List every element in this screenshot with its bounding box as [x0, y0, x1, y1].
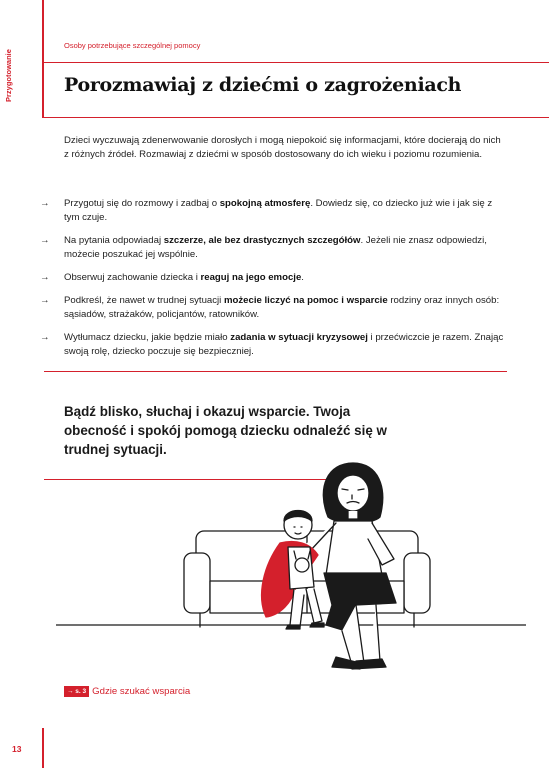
bullet-text: Podkreśl, że nawet w trudnej sytuacji: [64, 295, 224, 306]
arrow-icon: →: [40, 198, 50, 209]
page-number: 13: [12, 744, 22, 754]
quote-rule-top: [44, 371, 507, 372]
side-rule-bottom: [42, 728, 44, 768]
advice-list: [40, 197, 510, 368]
reference-link[interactable]: Gdzie szukać wsparcia: [92, 686, 191, 697]
bullet-text: . Jeżeli nie znasz odpowiedzi, możecie poszukać jej wspólnie.: [64, 235, 487, 260]
list-item: [40, 271, 510, 285]
bullet-emphasis: możecie liczyć na pomoc i wsparcie: [223, 295, 388, 306]
bullet-text: rodziny oraz innych osób: sąsiadów, strażaków, policjantów, ratowników.: [64, 295, 500, 320]
list-item: [40, 197, 510, 225]
bullet-emphasis: szczerze, ale bez drastycznych szczegółów: [163, 235, 361, 246]
page-reference-badge[interactable]: → s. 3: [64, 686, 89, 697]
bullet-text: Na pytania odpowiadaj: [64, 235, 164, 246]
title-rule-top: [44, 62, 549, 63]
mother-and-child-on-sofa-illustration: [56, 455, 526, 680]
arrow-icon: →: [40, 295, 50, 306]
arrow-icon: →: [40, 332, 50, 343]
bullet-emphasis: spokojną atmosferę: [219, 198, 311, 209]
bullet-text: Wytłumacz dziecku, jakie będzie miało: [64, 332, 231, 343]
list-item: [40, 294, 510, 322]
bullet-text: Obserwuj zachowanie dziecka i: [64, 272, 201, 283]
bullet-text: . Dowiedz się, co dziecko już wie i jak się z tym czuje.: [64, 198, 493, 223]
arrow-icon: →: [40, 235, 50, 246]
side-rule-top: [42, 0, 44, 118]
list-item: [40, 331, 510, 359]
arrow-icon: →: [40, 272, 50, 283]
list-item: [40, 234, 510, 262]
chapter-label: Przygotowanie: [4, 49, 13, 102]
bullet-text: Przygotuj się do rozmowy i zadbaj o: [64, 198, 220, 209]
section-label: Osoby potrzebujące szczególnej pomocy: [64, 41, 201, 50]
cross-reference[interactable]: [64, 686, 190, 697]
title-rule-bottom: [44, 117, 549, 118]
intro-paragraph: Dzieci wyczuwają zdenerwowanie dorosłych i mogą niepokoić się informacjami, które docierają do nich z różnych źródeł. Rozmawiaj z dziećmi w sposób dostosowany do ich wieku i poziomu rozumienia.: [64, 135, 501, 160]
bullet-emphasis: zadania w sytuacji kryzysowej: [230, 332, 368, 343]
page-title: Porozmawiaj z dziećmi o zagrożeniach: [64, 74, 462, 96]
bullet-text: .: [301, 272, 304, 283]
bullet-emphasis: reaguj na jego emocje: [200, 272, 302, 283]
pull-quote: Bądź blisko, słuchaj i okazuj wsparcie. Twoja obecność i spokój pomogą dziecku odnaleźć się w trudnej sytuacji.: [64, 404, 387, 457]
bullet-text: i przećwiczcie je razem. Znając swoją rolę, dziecko poczuje się bezpieczniej.: [64, 332, 504, 357]
